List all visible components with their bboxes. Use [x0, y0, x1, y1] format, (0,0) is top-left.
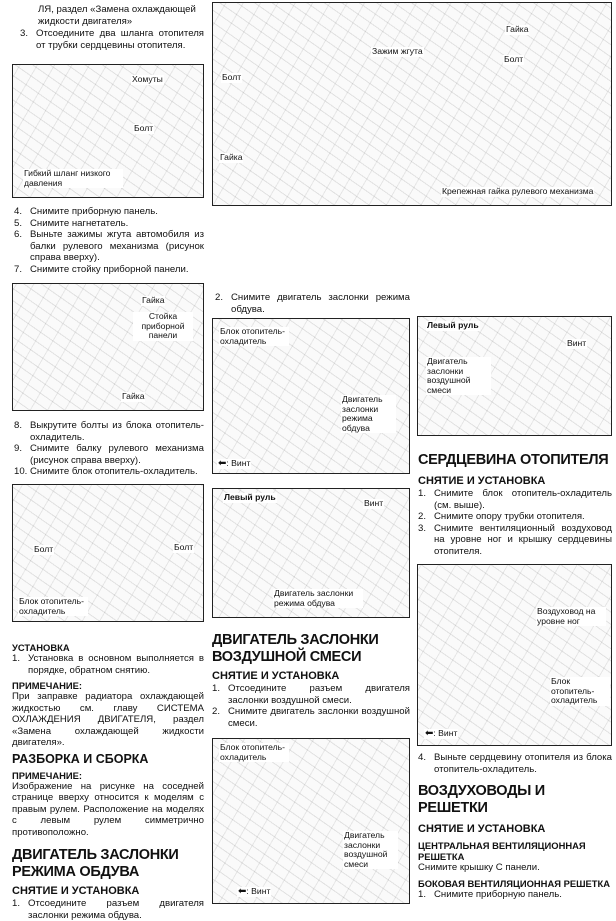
step-number: 6. [14, 229, 23, 240]
figure-air-mix-motor [212, 738, 410, 904]
step-text: Установка в основном выполняется в порядке, обратном снятию. [28, 653, 204, 676]
step-number: 4. [418, 752, 427, 763]
figure-label: Блок отопитель-охладитель [219, 327, 289, 346]
arrow-icon: ⬅ [218, 458, 227, 469]
arrow-icon: ⬅ [238, 886, 247, 897]
step-text: Снимите блок отопитель-охладитель. [30, 466, 198, 477]
subsection-heading: СНЯТИЕ И УСТАНОВКА [12, 885, 140, 897]
step-text: Снимите блок отопитель-охладитель (см. выше). [434, 488, 612, 511]
list-item [215, 292, 410, 315]
step-text: Снимите опору трубки отопителя. [434, 511, 585, 522]
figure-panel-stay [12, 283, 204, 411]
list-item [20, 28, 204, 51]
figure-label: Воздуховод на уровне ног [536, 607, 606, 626]
list-item [212, 706, 410, 729]
step-number: 1. [12, 898, 21, 909]
step-text: Отсоедините разъем двигателя заслонки воздушной смеси. [228, 683, 410, 706]
figure-label: Двигатель заслонки воздушной смеси [426, 357, 491, 395]
list-item [14, 218, 204, 230]
step-text: Выньте сердцевину отопителя из блока отопитель-охладитель. [434, 752, 612, 775]
list-item [14, 443, 204, 466]
list-item [418, 752, 612, 775]
figure-label: Гайка [220, 152, 243, 162]
step-text: Отсоедините разъем двигателя заслонки режима обдува. [28, 898, 204, 921]
step-text: Выньте зажимы жгута автомобиля из балки рулевого механизма (рисунок справа вверху). [30, 229, 204, 263]
figure-label: Болт [134, 123, 154, 133]
steps-list [418, 889, 612, 901]
step-number: 9. [14, 443, 23, 454]
subsection-heading: СНЯТИЕ И УСТАНОВКА [418, 475, 546, 487]
figure-label: Гайка [142, 295, 165, 305]
steps-list [12, 898, 204, 921]
list-item [14, 466, 204, 478]
step-number: 2. [418, 511, 427, 522]
step-number: 1. [418, 488, 427, 499]
side-grille-heading: БОКОВАЯ ВЕНТИЛЯЦИОННАЯ РЕШЕТКА [418, 877, 610, 889]
figure-label: Блок отопитель-охладитель [219, 743, 289, 762]
step-number: 3. [418, 522, 427, 534]
step-text: Выкрутите болты из блока отопитель-охладитель. [30, 420, 204, 443]
step-text: Снимите приборную панель. [30, 206, 158, 217]
step-text: Снимите двигатель заслонки воздушной смеси. [228, 706, 410, 729]
list-item [14, 264, 204, 276]
step-text: Снимите балку рулевого механизма (рисунок справа вверху). [30, 443, 204, 466]
figure-label: Гайка [506, 24, 529, 34]
step-number: 1. [418, 888, 427, 900]
list-item [418, 511, 612, 523]
step-number: 4. [14, 206, 23, 217]
figure-label: Хомуты [132, 74, 163, 84]
screw-legend: ⬅: Винт [218, 458, 251, 469]
step-text: Снимите стойку приборной панели. [30, 263, 189, 275]
steps-list [12, 653, 204, 676]
steps-list [418, 752, 612, 775]
install-heading: УСТАНОВКА [12, 642, 70, 653]
figure-mode-door-motor-lhd [212, 488, 410, 618]
steps-list [14, 206, 204, 275]
step-number: 1. [12, 653, 21, 664]
note-heading: ПРИМЕЧАНИЕ: [12, 769, 83, 781]
central-grille-heading: ЦЕНТРАЛЬНАЯ ВЕНТИЛЯЦИОННАЯ РЕШЕТКА [418, 840, 586, 862]
step-number: 8. [14, 420, 23, 431]
step-number: 5. [14, 217, 23, 229]
list-item [418, 488, 612, 511]
section-heading: ВОЗДУХОВОДЫ И РЕШЕТКИ [418, 783, 545, 816]
steps-list [20, 28, 204, 51]
figure-label: Крепежная гайка рулевого механизма [442, 186, 594, 196]
section-heading: СЕРДЦЕВИНА ОТОПИТЕЛЯ [418, 452, 609, 468]
figure-label: Болт [34, 544, 54, 554]
step-number: 7. [14, 263, 23, 275]
figure-label: Гайка [122, 391, 145, 401]
list-item [14, 206, 204, 218]
step-text: Снимите нагнетатель. [30, 217, 129, 229]
step-number: 1. [212, 683, 221, 694]
step-number: 10. [14, 466, 28, 477]
steps-list [215, 292, 410, 315]
list-item [14, 420, 204, 443]
step-text: Снимите двигатель заслонки режима обдува. [231, 292, 410, 315]
figure-label: Блок отопитель-охладитель [18, 597, 88, 616]
screw-legend: ⬅: Винт [425, 728, 458, 739]
note-heading: ПРИМЕЧАНИЕ: [12, 680, 83, 691]
central-grille-text: Снимите крышку С панели. [418, 862, 540, 873]
step-number: 2. [215, 292, 224, 303]
list-item [212, 683, 410, 706]
figure-heater-hoses [12, 64, 204, 198]
figure-label: Болт [222, 72, 242, 82]
section-heading: РАЗБОРКА И СБОРКА [12, 751, 149, 766]
figure-heater-unit-bolts [12, 484, 204, 622]
list-item [418, 889, 612, 901]
steps-list [14, 420, 204, 478]
figure-label: Зажим жгута [372, 46, 423, 56]
figure-label: Левый руль [224, 492, 276, 502]
steps-list [212, 683, 410, 729]
figure-label: Болт [504, 54, 524, 64]
steps-list [418, 488, 612, 557]
step-text: Снимите вентиляционный воздуховод на уровне ног и крышку сердцевины отопителя. [434, 522, 612, 557]
list-item [12, 653, 204, 676]
list-item [418, 523, 612, 558]
figure-air-mix-motor-lhd [417, 316, 612, 436]
note-text: Изображение на рисунке на соседней странице вверху относится к моделям с правым рулем. Расположение на моделях с левым рулем симметрично противоположно. [12, 780, 204, 838]
intro-text: ЛЯ, раздел «Замена охлаждающей жидкости двигателя» [38, 4, 196, 27]
figure-label: Двигатель заслонки режима обдува [273, 589, 363, 608]
figure-heater-core [417, 564, 612, 746]
list-item [14, 229, 204, 264]
list-item [12, 898, 204, 921]
figure-label: Стойка приборной панели [133, 312, 193, 341]
arrow-icon: ⬅ [425, 728, 434, 739]
step-text: Отсоедините два шланга отопителя от трубки сердцевины отопителя. [36, 28, 204, 51]
figure-label: Гибкий шланг низкого давления [23, 169, 123, 188]
note-text: При заправке радиатора охлаждающей жидкостью см. главу СИСТЕМА ОХЛАЖДЕНИЯ ДВИГАТЕЛЯ, раздел «Замена охлаждающей жидкости двигателя». [12, 691, 204, 748]
section-heading: ДВИГАТЕЛЬ ЗАСЛОНКИ РЕЖИМА ОБДУВА [12, 847, 179, 880]
screw-legend: ⬅: Винт [238, 886, 271, 897]
subsection-heading: СНЯТИЕ И УСТАНОВКА [212, 670, 340, 682]
figure-label: Винт [567, 338, 587, 348]
section-heading: ДВИГАТЕЛЬ ЗАСЛОНКИ ВОЗДУШНОЙ СМЕСИ [212, 632, 379, 665]
figure-label: Болт [174, 542, 194, 552]
figure-label: Левый руль [427, 320, 479, 330]
subsection-heading: СНЯТИЕ И УСТАНОВКА [418, 823, 546, 835]
figure-label: Двигатель заслонки режима обдува [341, 395, 396, 433]
figure-label: Винт [364, 498, 384, 508]
step-number: 2. [212, 706, 221, 717]
figure-steering-beam [212, 2, 612, 206]
figure-label: Блок отопитель-охладитель [550, 677, 610, 706]
step-text: Снимите приборную панель. [434, 888, 562, 900]
figure-label: Двигатель заслонки воздушной смеси [343, 831, 398, 869]
step-number: 3. [20, 28, 29, 39]
figure-mode-door-motor [212, 318, 410, 474]
